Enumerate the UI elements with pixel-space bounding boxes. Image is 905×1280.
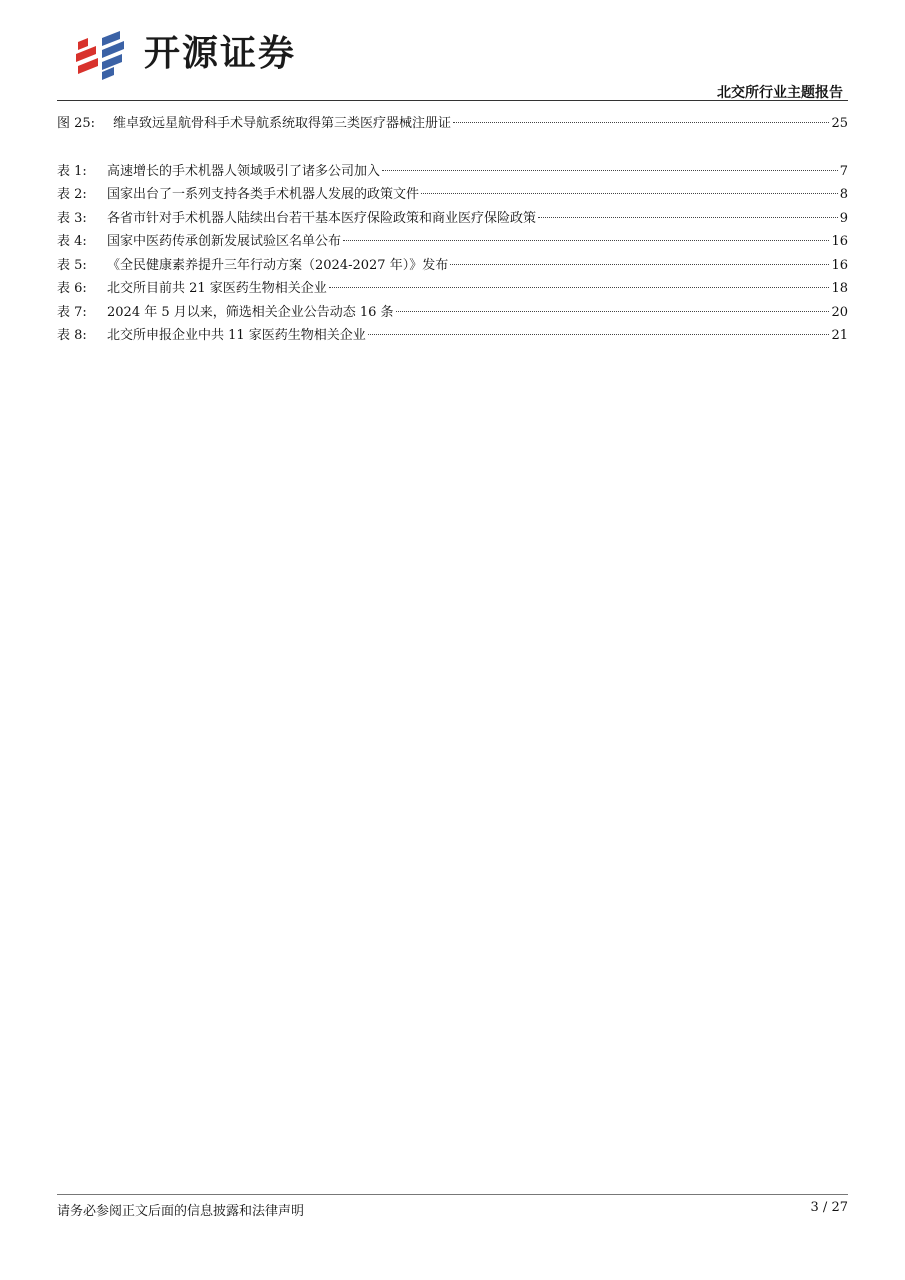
toc-table-entry[interactable] xyxy=(57,254,848,278)
toc-leader-dots xyxy=(538,217,838,218)
logo-mark-icon xyxy=(74,28,138,80)
toc-entry-label: 表 3: xyxy=(57,210,87,226)
toc-table-entry[interactable] xyxy=(57,207,848,231)
toc-section-gap xyxy=(57,136,848,160)
toc-entry-page: 20 xyxy=(831,304,848,320)
toc-table-entry[interactable] xyxy=(57,230,848,254)
toc-leader-dots xyxy=(382,170,838,171)
toc-table-entry[interactable] xyxy=(57,324,848,348)
toc-entry-title: 各省市针对手术机器人陆续出台若干基本医疗保险政策和商业医疗保险政策 xyxy=(107,210,537,226)
toc-entry-page: 16 xyxy=(831,257,848,273)
toc-entry-page: 7 xyxy=(839,163,848,179)
toc-entry-title: 维卓致远星航骨科手术导航系统取得第三类医疗器械注册证 xyxy=(113,116,452,131)
report-type-title: 北交所行业主题报告 xyxy=(717,85,843,101)
company-logo xyxy=(74,28,296,80)
toc-entry-label: 表 6: xyxy=(57,281,87,296)
footer-disclaimer: 请务必参阅正文后面的信息披露和法律声明 xyxy=(57,1204,305,1219)
toc-entry-label: 表 1: xyxy=(57,163,87,179)
toc-entry-page: 21 xyxy=(831,328,848,343)
toc-entry-title: 国家出台了一系列支持各类手术机器人发展的政策文件 xyxy=(107,187,420,202)
toc-entry-title: 《全民健康素养提升三年行动方案（2024-2027 年）》发布 xyxy=(107,257,449,273)
toc-entry-label: 表 4: xyxy=(57,234,87,249)
toc-figure-entry[interactable] xyxy=(57,112,848,136)
toc-entry-label: 表 5: xyxy=(57,257,87,273)
toc-entry-page: 16 xyxy=(831,234,848,249)
page-number: 3 / 27 xyxy=(810,1200,848,1215)
toc-entry-label: 表 7: xyxy=(57,304,87,320)
logo-text: 开源证券 xyxy=(144,33,297,74)
toc-entry-page: 9 xyxy=(839,210,848,226)
toc-entry-title: 北交所目前共 21 家医药生物相关企业 xyxy=(107,281,327,296)
toc-entry-title: 高速增长的手术机器人领域吸引了诸多公司加入 xyxy=(107,163,381,179)
toc-leader-dots xyxy=(450,264,829,265)
toc-entry-title: 国家中医药传承创新发展试验区名单公布 xyxy=(107,234,342,249)
toc-leader-dots xyxy=(421,193,838,194)
toc-leader-dots xyxy=(368,334,830,335)
toc-entry-page: 8 xyxy=(839,187,848,202)
toc-leader-dots xyxy=(453,122,829,123)
toc-entry-title: 北交所申报企业中共 11 家医药生物相关企业 xyxy=(107,328,366,343)
toc-entry-label: 图 25: xyxy=(57,116,96,131)
toc-table-entry[interactable] xyxy=(57,301,848,325)
toc-entry-label: 表 8: xyxy=(57,328,87,343)
toc-table-entry[interactable] xyxy=(57,183,848,207)
toc-entry-page: 25 xyxy=(831,116,848,131)
toc-leader-dots xyxy=(396,311,830,312)
table-of-contents xyxy=(57,112,848,348)
toc-leader-dots xyxy=(329,287,830,288)
toc-entry-page: 18 xyxy=(831,281,848,296)
toc-entry-label: 表 2: xyxy=(57,187,87,202)
toc-leader-dots xyxy=(343,240,829,241)
footer-divider xyxy=(57,1194,848,1195)
toc-entry-title: 2024 年 5 月以来，筛选相关企业公告动态 16 条 xyxy=(107,304,394,320)
toc-table-entry[interactable] xyxy=(57,277,848,301)
toc-table-entry[interactable] xyxy=(57,160,848,184)
header-divider xyxy=(57,100,848,101)
